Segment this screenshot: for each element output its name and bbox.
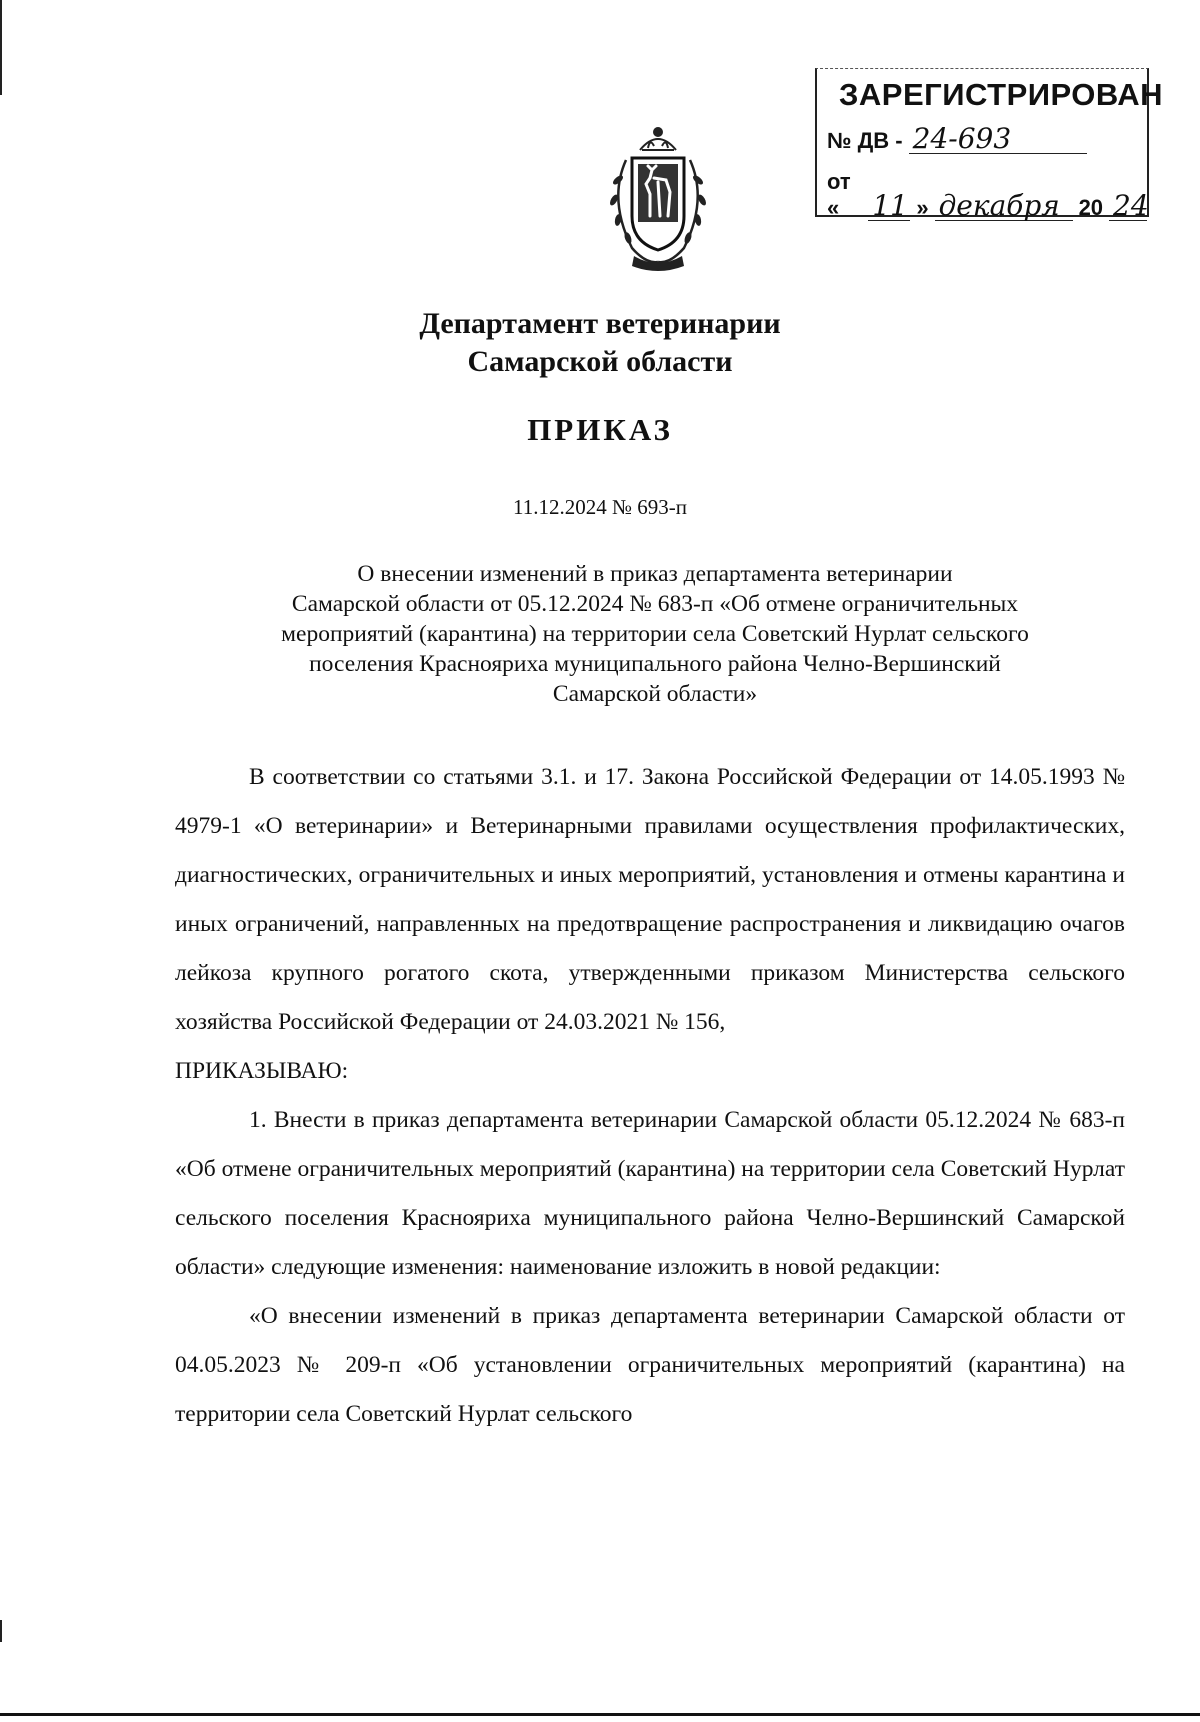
stamp-date-month: декабря xyxy=(935,192,1073,221)
subject-line: Самарской области от 05.12.2024 № 683-п «Об отмене ограничительных xyxy=(291,591,1019,617)
stamp-date-year: 24 xyxy=(1109,192,1147,221)
registration-stamp xyxy=(815,68,1164,222)
stamp-number-handwritten: 24-693 xyxy=(909,125,1087,154)
department-line-2: Самарской области xyxy=(467,345,733,378)
stamp-date-prefix: от « xyxy=(827,169,851,220)
scan-edge-mark xyxy=(0,0,2,95)
subject-line: Самарской области» xyxy=(552,681,758,707)
stamp-number-row xyxy=(827,122,1087,155)
stamp-date-year-prefix: 20 xyxy=(1078,195,1104,220)
body-paragraph-preamble: В соответствии со статьями 3.1. и 17. Закона Российской Федерации от 14.05.1993 № 4979-1 «О ветеринарии» и Ветеринарными правилами осуществления профилактических, диагностических, ограничительных и иных мероприятий, установления и отмены карантина и иных ограничений, направленных на предотвращение распространения и ликвидацию очагов лейкоза крупного рогатого скота, утвержденными приказом Министерства сельского хозяйства Российской Федерации от 24.03.2021 № 156, xyxy=(175,764,1125,1035)
stamp-date-row xyxy=(827,169,1147,221)
stamp-number-prefix: № ДВ - xyxy=(827,128,903,153)
coat-of-arms-icon xyxy=(588,120,728,275)
subject-line: мероприятий (карантина) на территории села Советский Нурлат сельского xyxy=(281,621,1029,647)
scan-bottom-edge xyxy=(0,1713,1200,1716)
stamp-date-mid: » xyxy=(916,195,929,220)
body-paragraph-item-1: 1. Внести в приказ департамента ветеринарии Самарской области 05.12.2024 № 683-п «Об отмене ограничительных мероприятий (карантина) на территории села Советский Нурлат сельского поселения Краснояриха муниципального района Челно-Вершинский Самарской области» следующие изменения: наименование изложить в новой редакции: xyxy=(175,1107,1125,1280)
body-paragraph-new-title: «О внесении изменений в приказ департамента ветеринарии Самарской области от 04.05.2023 № 209-п «Об установлении ограничительных мероприятий (карантина) на территории села Советский Нурлат сельского xyxy=(175,1303,1125,1427)
subject-line: О внесении изменений в приказ департамента ветеринарии xyxy=(357,561,953,587)
department-line-1: Департамент ветеринарии xyxy=(419,307,781,340)
document-subject xyxy=(190,559,1120,709)
document-body xyxy=(175,753,1125,1439)
order-word: ПРИКАЗЫВАЮ: xyxy=(175,1058,349,1084)
stamp-title: ЗАРЕГИСТРИРОВАН xyxy=(839,77,1164,112)
document-number: 11.12.2024 № 693-п xyxy=(513,495,687,519)
scan-edge-mark xyxy=(0,1620,2,1642)
department-heading xyxy=(0,305,1200,381)
stamp-date-day: 11 xyxy=(868,192,910,221)
subject-line: поселения Краснояриха муниципального района Челно-Вершинский xyxy=(309,651,1001,677)
document-type-title: ПРИКАЗ xyxy=(527,412,673,447)
